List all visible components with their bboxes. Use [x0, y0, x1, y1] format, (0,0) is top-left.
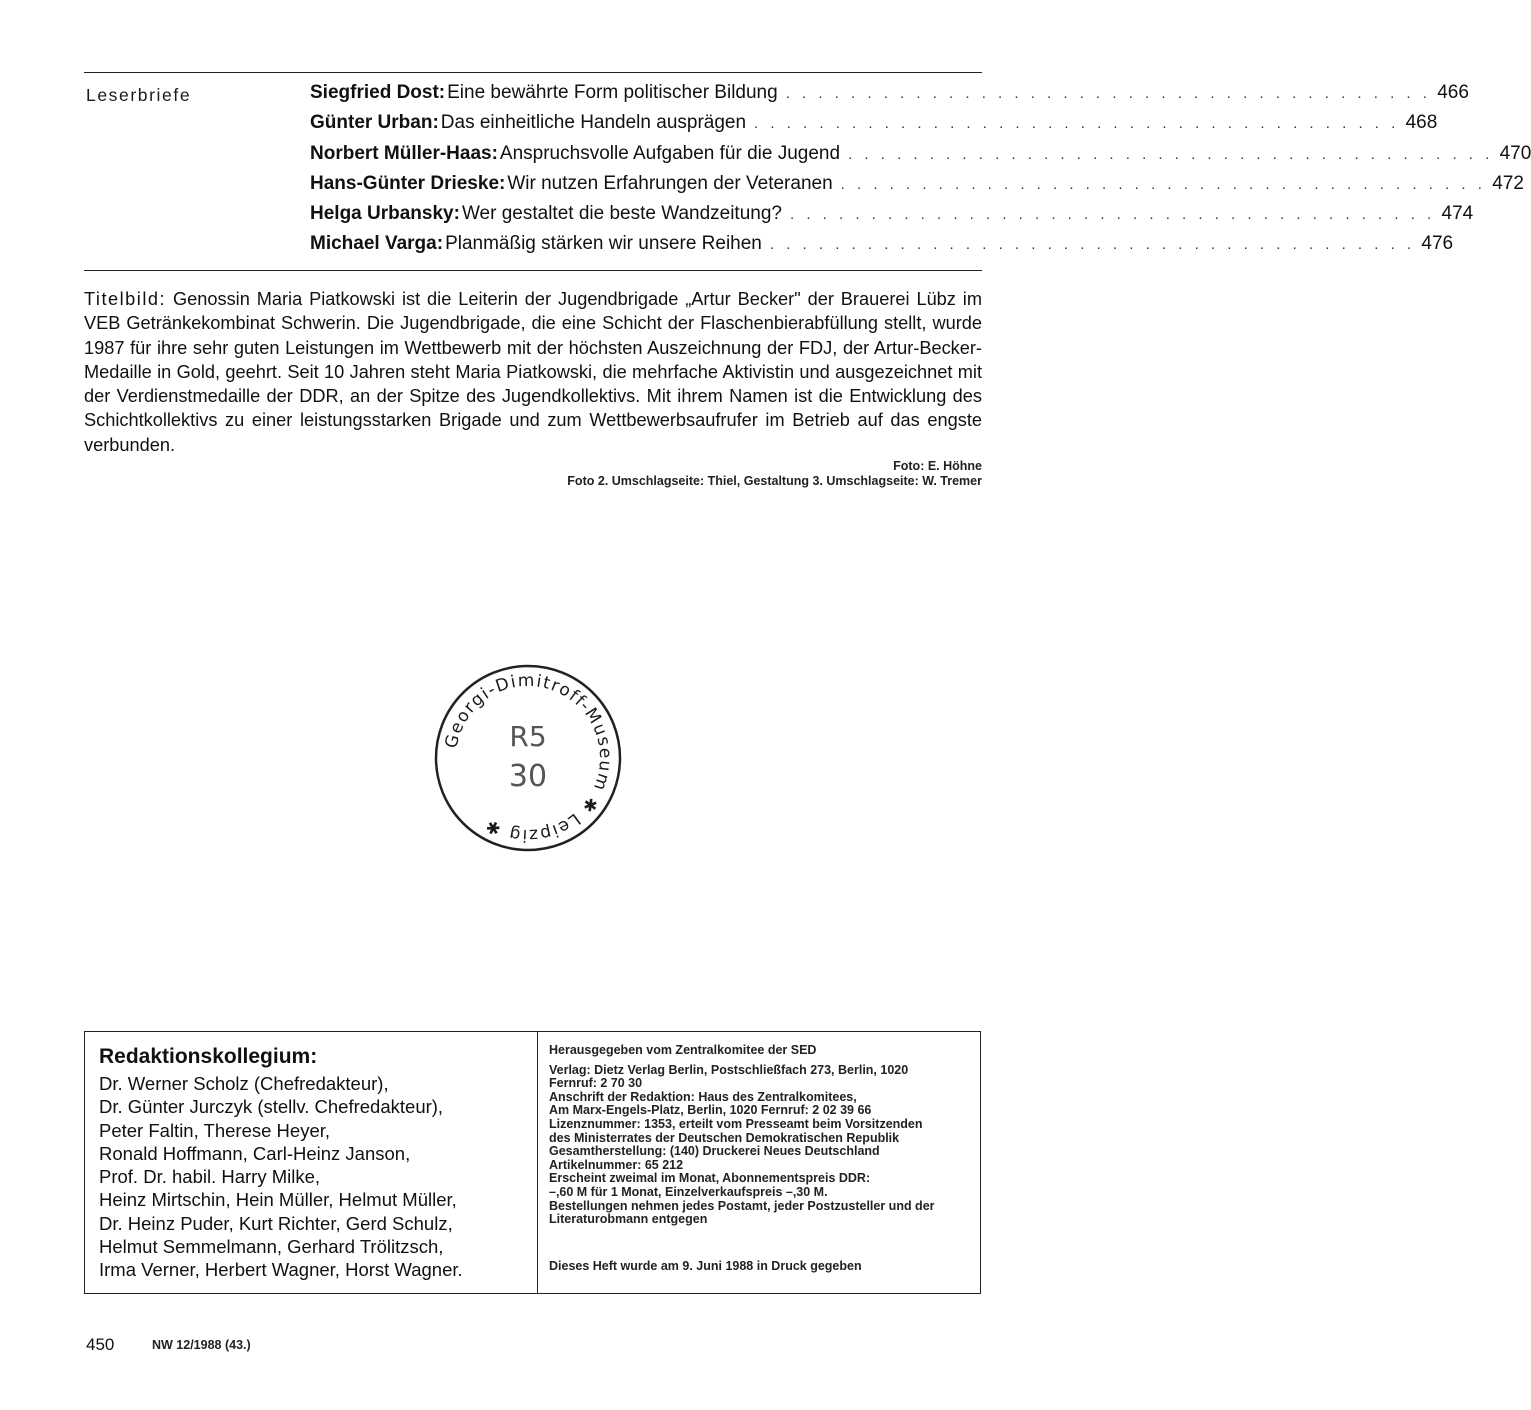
editorial-board-line: Ronald Hoffmann, Carl-Heinz Janson,: [99, 1142, 411, 1164]
toc-entry[interactable]: [310, 233, 1454, 263]
toc-page-number: 466: [1437, 82, 1469, 103]
top-rule: [84, 72, 982, 73]
toc-page-number: 474: [1441, 203, 1474, 225]
caption-label: Titelbild:: [84, 289, 167, 309]
toc-author: Siegfried Dost:: [310, 82, 446, 103]
imprint-line: Artikelnummer: 65 212: [549, 1157, 684, 1172]
print-date-note: Dieses Heft wurde am 9. Juni 1988 in Druck gegeben: [549, 1259, 862, 1273]
toc-leader-dots: . . . . . . . . . . . . . . . . . . . . . . . . . . . . . . . . . . . . . . . .: [769, 236, 1416, 254]
editorial-board-line: Dr. Günter Jurczyk (stellv. Chefredakteur),: [99, 1096, 444, 1118]
imprint-line: Bestellungen nehmen jedes Postamt, jeder Postzusteller und der: [549, 1198, 935, 1213]
caption-text: Genossin Maria Piatkowski ist die Leiterin der Jugendbrigade „Artur Becker" der Brauerei Lübz im VEB Getränkekombinat Schwerin. Die Jugendbrigade, die eine Schicht der Flaschenbierabfüllung stellt, wurde 1987 für ihre sehr guten Leistungen im Wettbewerb mit der höchsten Auszeichnung der FDJ, der Artur-Becker-Medaille in Gold, geehrt. Seit 10 Jahren steht Maria Piatkowski, die mehrfache Aktivistin und ausgezeichnet mit der Verdienstmedaille der DDR, an der Spitze des Jugendkollektivs. Mit ihrem Namen ist die Entwicklung des Schichtkollektivs zu einer leistungsstarken Brigade und zum Wettbewerbsaufrufer im Betrieb auf das engste verbunden.: [84, 289, 982, 455]
editorial-board-title: Redaktionskollegium:: [99, 1045, 318, 1068]
toc-page-number: 470: [1499, 142, 1531, 164]
imprint-line: des Ministerrates der Deutschen Demokratischen Republik: [549, 1130, 900, 1145]
toc-title: Wer gestaltet die beste Wandzeitung?: [461, 203, 782, 225]
toc-title: Eine bewährte Form politischer Bildung: [447, 82, 778, 103]
toc-title: Planmäßig stärken wir unsere Reihen: [445, 233, 762, 255]
editorial-board-line: Prof. Dr. habil. Harry Milke,: [99, 1166, 321, 1188]
middle-rule: [84, 270, 982, 271]
editorial-board-line: Dr. Heinz Puder, Kurt Richter, Gerd Schulz,: [99, 1212, 453, 1234]
publisher-imprint: [549, 1044, 974, 1227]
toc-page-number: 468: [1405, 112, 1438, 134]
imprint-line: Literaturobmann entgegen: [549, 1212, 708, 1227]
museum-stamp: [428, 658, 628, 858]
imprint-line: –,60 M für 1 Monat, Einzelverkaufspreis –,30 M.: [549, 1184, 828, 1199]
editorial-board-line: Peter Faltin, Therese Heyer,: [99, 1119, 331, 1141]
toc-author: Hans-Günter Drieske:: [310, 172, 506, 194]
toc-author: Michael Varga:: [310, 233, 444, 255]
editorial-board-line: Heinz Mirtschin, Hein Müller, Helmut Müller,: [99, 1189, 457, 1211]
imprint-line: Erscheint zweimal im Monat, Abonnementspreis DDR:: [549, 1171, 871, 1186]
toc-leader-dots: . . . . . . . . . . . . . . . . . . . . . . . . . . . . . . . . . . . . . . . .: [789, 206, 1436, 224]
toc-page-number: 472: [1492, 172, 1524, 194]
toc-author: Günter Urban:: [310, 112, 439, 134]
toc-leader-dots: . . . . . . . . . . . . . . . . . . . . . . . . . . . . . . . . . . . . . . . .: [754, 115, 1400, 133]
toc-entry[interactable]: [310, 112, 1438, 142]
stamp-code-bottom: 30: [508, 759, 548, 794]
photo-credit: Foto: E. Höhne: [893, 459, 982, 473]
toc-entry[interactable]: [310, 203, 1474, 233]
toc-title: Anspruchsvolle Aufgaben für die Jugend: [499, 142, 841, 164]
imprint-box: [84, 1031, 981, 1294]
editorial-board-line: Helmut Semmelmann, Gerhard Trölitzsch,: [99, 1236, 444, 1258]
imprint-line: Fernruf: 2 70 30: [549, 1076, 643, 1091]
editorial-board: [99, 1044, 529, 1282]
toc-author: Norbert Müller-Haas:: [310, 142, 498, 164]
stamp-ring-text: Georgi-Dimitroff-Museum ✱ Leipzig ✱: [441, 670, 616, 846]
editorial-board-line: Irma Verner, Herbert Wagner, Horst Wagner.: [99, 1259, 463, 1281]
imprint-line: Gesamtherstellung: (140) Druckerei Neues Deutschland: [549, 1144, 880, 1159]
toc-entry[interactable]: [310, 172, 1524, 203]
cover-credit: Foto 2. Umschlagseite: Thiel, Gestaltung 3. Umschlagseite: W. Tremer: [567, 474, 982, 488]
toc-leader-dots: . . . . . . . . . . . . . . . . . . . . . . . . . . . . . . . . . . . . . . . .: [840, 175, 1486, 193]
toc-entry[interactable]: [310, 142, 1531, 173]
imprint-divider: [537, 1032, 538, 1293]
cover-caption: [84, 287, 982, 457]
toc-page-number: 476: [1421, 233, 1454, 255]
toc-leader-dots: . . . . . . . . . . . . . . . . . . . . . . . . . . . . . . . . . . . . . . . .: [785, 85, 1431, 102]
toc-title: Das einheitliche Handeln ausprägen: [440, 112, 747, 134]
imprint-line: Verlag: Dietz Verlag Berlin, Postschließfach 273, Berlin, 1020: [549, 1062, 909, 1077]
stamp-code-top: R5: [509, 720, 547, 753]
imprint-line: Lizenznummer: 1353, erteilt vom Presseamt beim Vorsitzenden: [549, 1116, 923, 1131]
imprint-line: Herausgegeben vom Zentralkomitee der SED: [549, 1043, 817, 1057]
issue-label: NW 12/1988 (43.): [152, 1338, 251, 1352]
toc-entry[interactable]: [310, 82, 1469, 112]
toc-leader-dots: . . . . . . . . . . . . . . . . . . . . . . . . . . . . . . . . . . . . . . . .: [848, 145, 1494, 163]
table-of-contents: [310, 82, 1531, 264]
toc-title: Wir nutzen Erfahrungen der Veteranen: [507, 172, 833, 194]
page-number: 450: [86, 1335, 115, 1354]
imprint-line: Anschrift der Redaktion: Haus des Zentralkomitees,: [549, 1089, 857, 1104]
section-label: Leserbriefe: [86, 85, 192, 105]
editorial-board-line: Dr. Werner Scholz (Chefredakteur),: [99, 1073, 389, 1094]
imprint-line: Am Marx-Engels-Platz, Berlin, 1020 Fernruf: 2 02 39 66: [549, 1103, 872, 1118]
toc-author: Helga Urbansky:: [310, 203, 460, 225]
stamp-outer-ring: [436, 666, 620, 850]
